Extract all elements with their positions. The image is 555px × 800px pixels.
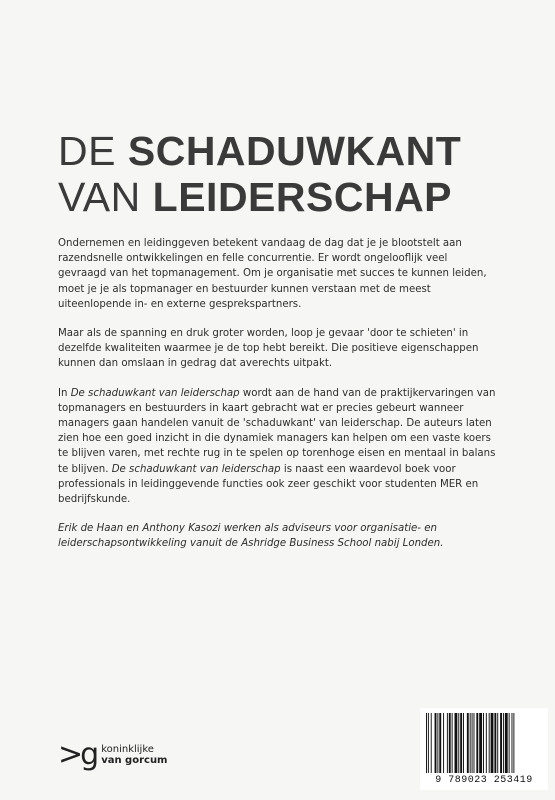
- isbn-number: 9 789023 253419: [435, 775, 533, 786]
- blurb-paragraph-1: Ondernemen en leidinggeven betekent vandaag de dag dat je je blootstelt aan razendsnelle ontwikkelingen en felle concurrentie. Er wordt ongelooflijk veel gevraagd van het topmanagement. Om je organisatie met succes te kunnen leiden, moet je je als topmanager en bestuurder kunnen verstaan met de meest uiteenlopende in- en externe gesprekspartners.: [58, 238, 487, 310]
- p3-body: wordt aan de hand van de praktijkervaringen van topmanagers en bestuurders in kaart gebracht wat er precies gebeurt wanneer managers gaan handelen vanuit de 'schaduwkant' van leiderschap. De auteurs laten zien hoe een goed inzicht in die dynamiek managers kan helpen om een vaste koers te blijven varen, met rechte rug in te spelen op torenhoge eisen en mentaal in balans te blijven.: [58, 387, 496, 475]
- blurb-paragraph-3: [58, 386, 498, 508]
- title-word-de: DE: [58, 128, 128, 174]
- title-word-leiderschap: LEIDERSCHAP: [152, 174, 453, 220]
- isbn-barcode: [420, 708, 548, 790]
- title-word-schaduwkant: SCHADUWKANT: [127, 128, 462, 174]
- p3-intro: In: [58, 387, 71, 399]
- title-line-2: [58, 174, 461, 220]
- p3-book-title-2: De schaduwkant van leiderschap: [111, 463, 281, 475]
- blurb-text: [58, 236, 498, 566]
- publisher-name: [101, 744, 167, 766]
- author-bio: Erik de Haan en Anthony Kasozi werken als adviseurs voor organisatie- en leiderschapsontwikkeling vanuit de Ashridge Business School nabij Londen.: [58, 523, 444, 550]
- publisher-logo: [58, 737, 168, 772]
- publisher-name-line-1: koninklijke: [101, 744, 154, 755]
- book-title: [58, 128, 461, 220]
- p3-book-title-1: De schaduwkant van leiderschap: [70, 387, 240, 399]
- title-word-van: VAN: [58, 174, 153, 220]
- title-line-1: [58, 128, 461, 174]
- p3-closing: is naast een waardevol boek voor professionals in leidinggevende functies ook zeer geschikt voor studenten MER en bedrijfskunde.: [58, 463, 479, 506]
- blurb-paragraph-2: Maar als de spanning en druk groter worden, loop je gevaar 'door te schieten' in dezelfde kwaliteiten waarmee je de top hebt bereikt. Die positieve eigenschappen kunnen dan omslaan in gedrag dat averechts uitpakt.: [58, 328, 479, 370]
- publisher-name-line-2: van gorcum: [101, 755, 168, 766]
- publisher-mark-icon: >g: [58, 737, 97, 772]
- barcode-bars-icon: [426, 713, 542, 773]
